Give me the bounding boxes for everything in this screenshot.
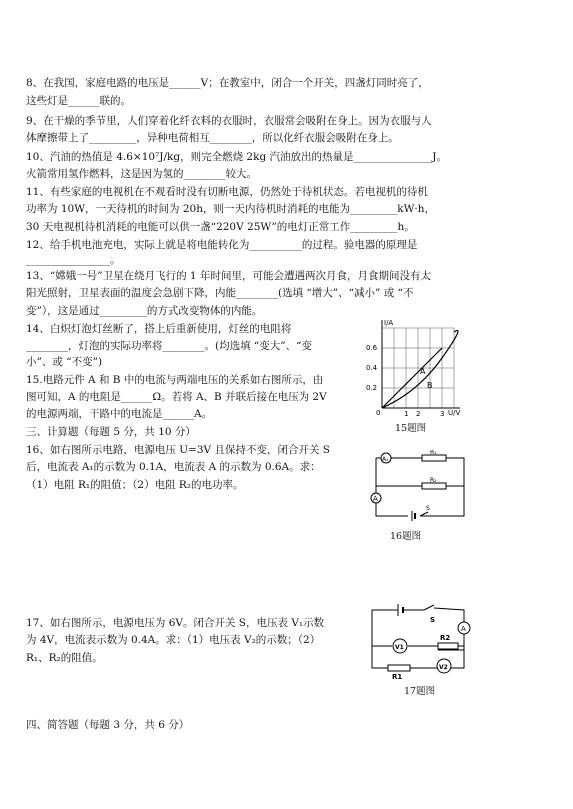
q8-line2: 这些灯是______联的。 [26, 95, 131, 107]
r2-label: R₂ [430, 477, 437, 484]
q13-line3: 变”），这是通过_________的方式改变物体的内能。 [26, 305, 263, 317]
origin-label: 0 [376, 409, 381, 416]
q10-line2: 火箭常用氢作燃料，这是因为氢的________较大。 [26, 168, 257, 180]
q14-line2: ________，灯泡的实际功率将________。(均选填 “变大”、“变 [26, 340, 313, 352]
fig15-graph [364, 314, 464, 416]
xtick-1: 1 [404, 410, 409, 416]
q14-line3: 小”、或 “不变”) [26, 356, 103, 368]
switch-s-label: S [430, 616, 436, 624]
y-axis-label: I/A [384, 319, 394, 327]
line-a [382, 348, 442, 408]
section4-heading: 四、简答题（每题 3 分，共 6 分） [26, 719, 190, 731]
fig15-caption: 15题图 [395, 423, 427, 434]
ammeter-label: A [461, 625, 466, 633]
fig17-caption: 17题图 [404, 686, 436, 697]
q9-line1: 9、在干燥的季节里，人们穿着化纤衣料的衣服时，衣服常会吸附在身上。因为衣服与人 [26, 115, 432, 127]
q11-line2: 功率为 10W，一天待机的时间为 20h，则一天内待机时消耗的电能为_________kW·h， [26, 203, 435, 215]
ammeter-a1-label: A₁ [382, 456, 389, 463]
ammeter-a-label: A [373, 495, 378, 503]
fig17-circuit [368, 600, 472, 680]
q17-line2: 为 4V，电流表示数为 0.4A。求：（1）电压表 V₂的示数；（2） [26, 634, 321, 646]
q11-line1: 11、有些家庭的电视机在不观看时没有切断电源，仍然处于待机状态。若电视机的待机 [26, 186, 428, 198]
ytick-06: 0.6 [366, 344, 378, 352]
ytick-02: 0.2 [366, 384, 378, 392]
q14-line1: 14、白炽灯泡灯丝断了，搭上后重新使用，灯丝的电阻将 [26, 323, 292, 335]
r1-label: R1 [392, 673, 403, 680]
switch-s-label: S [426, 505, 430, 512]
q16-line3: （1）电阻 R₁的阻值；（2）电阻 R₂的电功率。 [26, 479, 244, 491]
fig16-circuit [364, 450, 470, 524]
q13-line2: 阳光照射，卫星表面的温度会急剧下降，内能________(选填 “增大”、“减小” 或 “不 [26, 287, 414, 299]
q17-line3: R₁、R₂的阻值。 [26, 652, 103, 664]
fig16-caption: 16题图 [390, 531, 422, 542]
q15-line1: 15.电路元件 A 和 B 中的电流与两端电压的关系如右图所示，由 [26, 374, 324, 386]
x-axis-label: U/V [448, 409, 461, 416]
series-a-label: A [420, 367, 426, 376]
q15-line2: 图可知，A 的电阻是______Ω。若将 A、B 并联后接在电压为 2V [26, 391, 327, 403]
q16-line2: 后，电流表 A₁的示数为 0.1A，电流表 A 的示数为 0.6A。求： [26, 461, 321, 473]
xtick-2: 2 [416, 410, 421, 416]
q11-line3: 30 天电视机待机消耗的电能可以供一盏“220V 25W”的电灯正常工作_________h。 [26, 221, 415, 233]
q17-line1: 17、如右图所示，电源电压为 6V。闭合开关 S，电压表 V₁示数 [26, 617, 325, 629]
q10-line1: 10、汽油的热值是 4.6×10⁷J/kg，则完全燃烧 2kg 汽油放出的热量是_______________J。 [26, 151, 447, 163]
q12-line2: ________________。 [26, 254, 121, 266]
r2-label: R2 [440, 634, 451, 642]
series-b-label: B [427, 381, 433, 390]
q8-line1: 8、在我国，家庭电路的电压是______V；在教室中，闭合一个开关，四盏灯同时亮了， [26, 77, 429, 89]
q9-line2: 体摩擦带上了_________，异种电荷相互________，所以化纤衣服会吸附在身上。 [26, 132, 399, 144]
ytick-04: 0.4 [366, 364, 378, 372]
q12-line1: 12、给手机电池充电，实际上就是将电能转化为__________的过程。验电器的原理是 [26, 239, 418, 251]
xtick-3: 3 [440, 410, 445, 416]
q13-line1: 13、“嫦娥一号”卫星在绕月飞行的 1 年时间里，可能会遭遇两次月食，月食期间没有太 [26, 270, 431, 282]
voltmeter-v1-label: V1 [395, 644, 404, 651]
r1-label: R₁ [430, 450, 437, 456]
q16-line1: 16、如右图所示电路，电源电压 U=3V 且保持不变，闭合开关 S [26, 444, 330, 456]
voltmeter-v2-label: V2 [439, 664, 448, 671]
section3-heading: 三、计算题（每题 5 分，共 10 分） [26, 426, 196, 438]
q15-line3: 的电源两端，干路中的电流是______A。 [26, 408, 213, 420]
